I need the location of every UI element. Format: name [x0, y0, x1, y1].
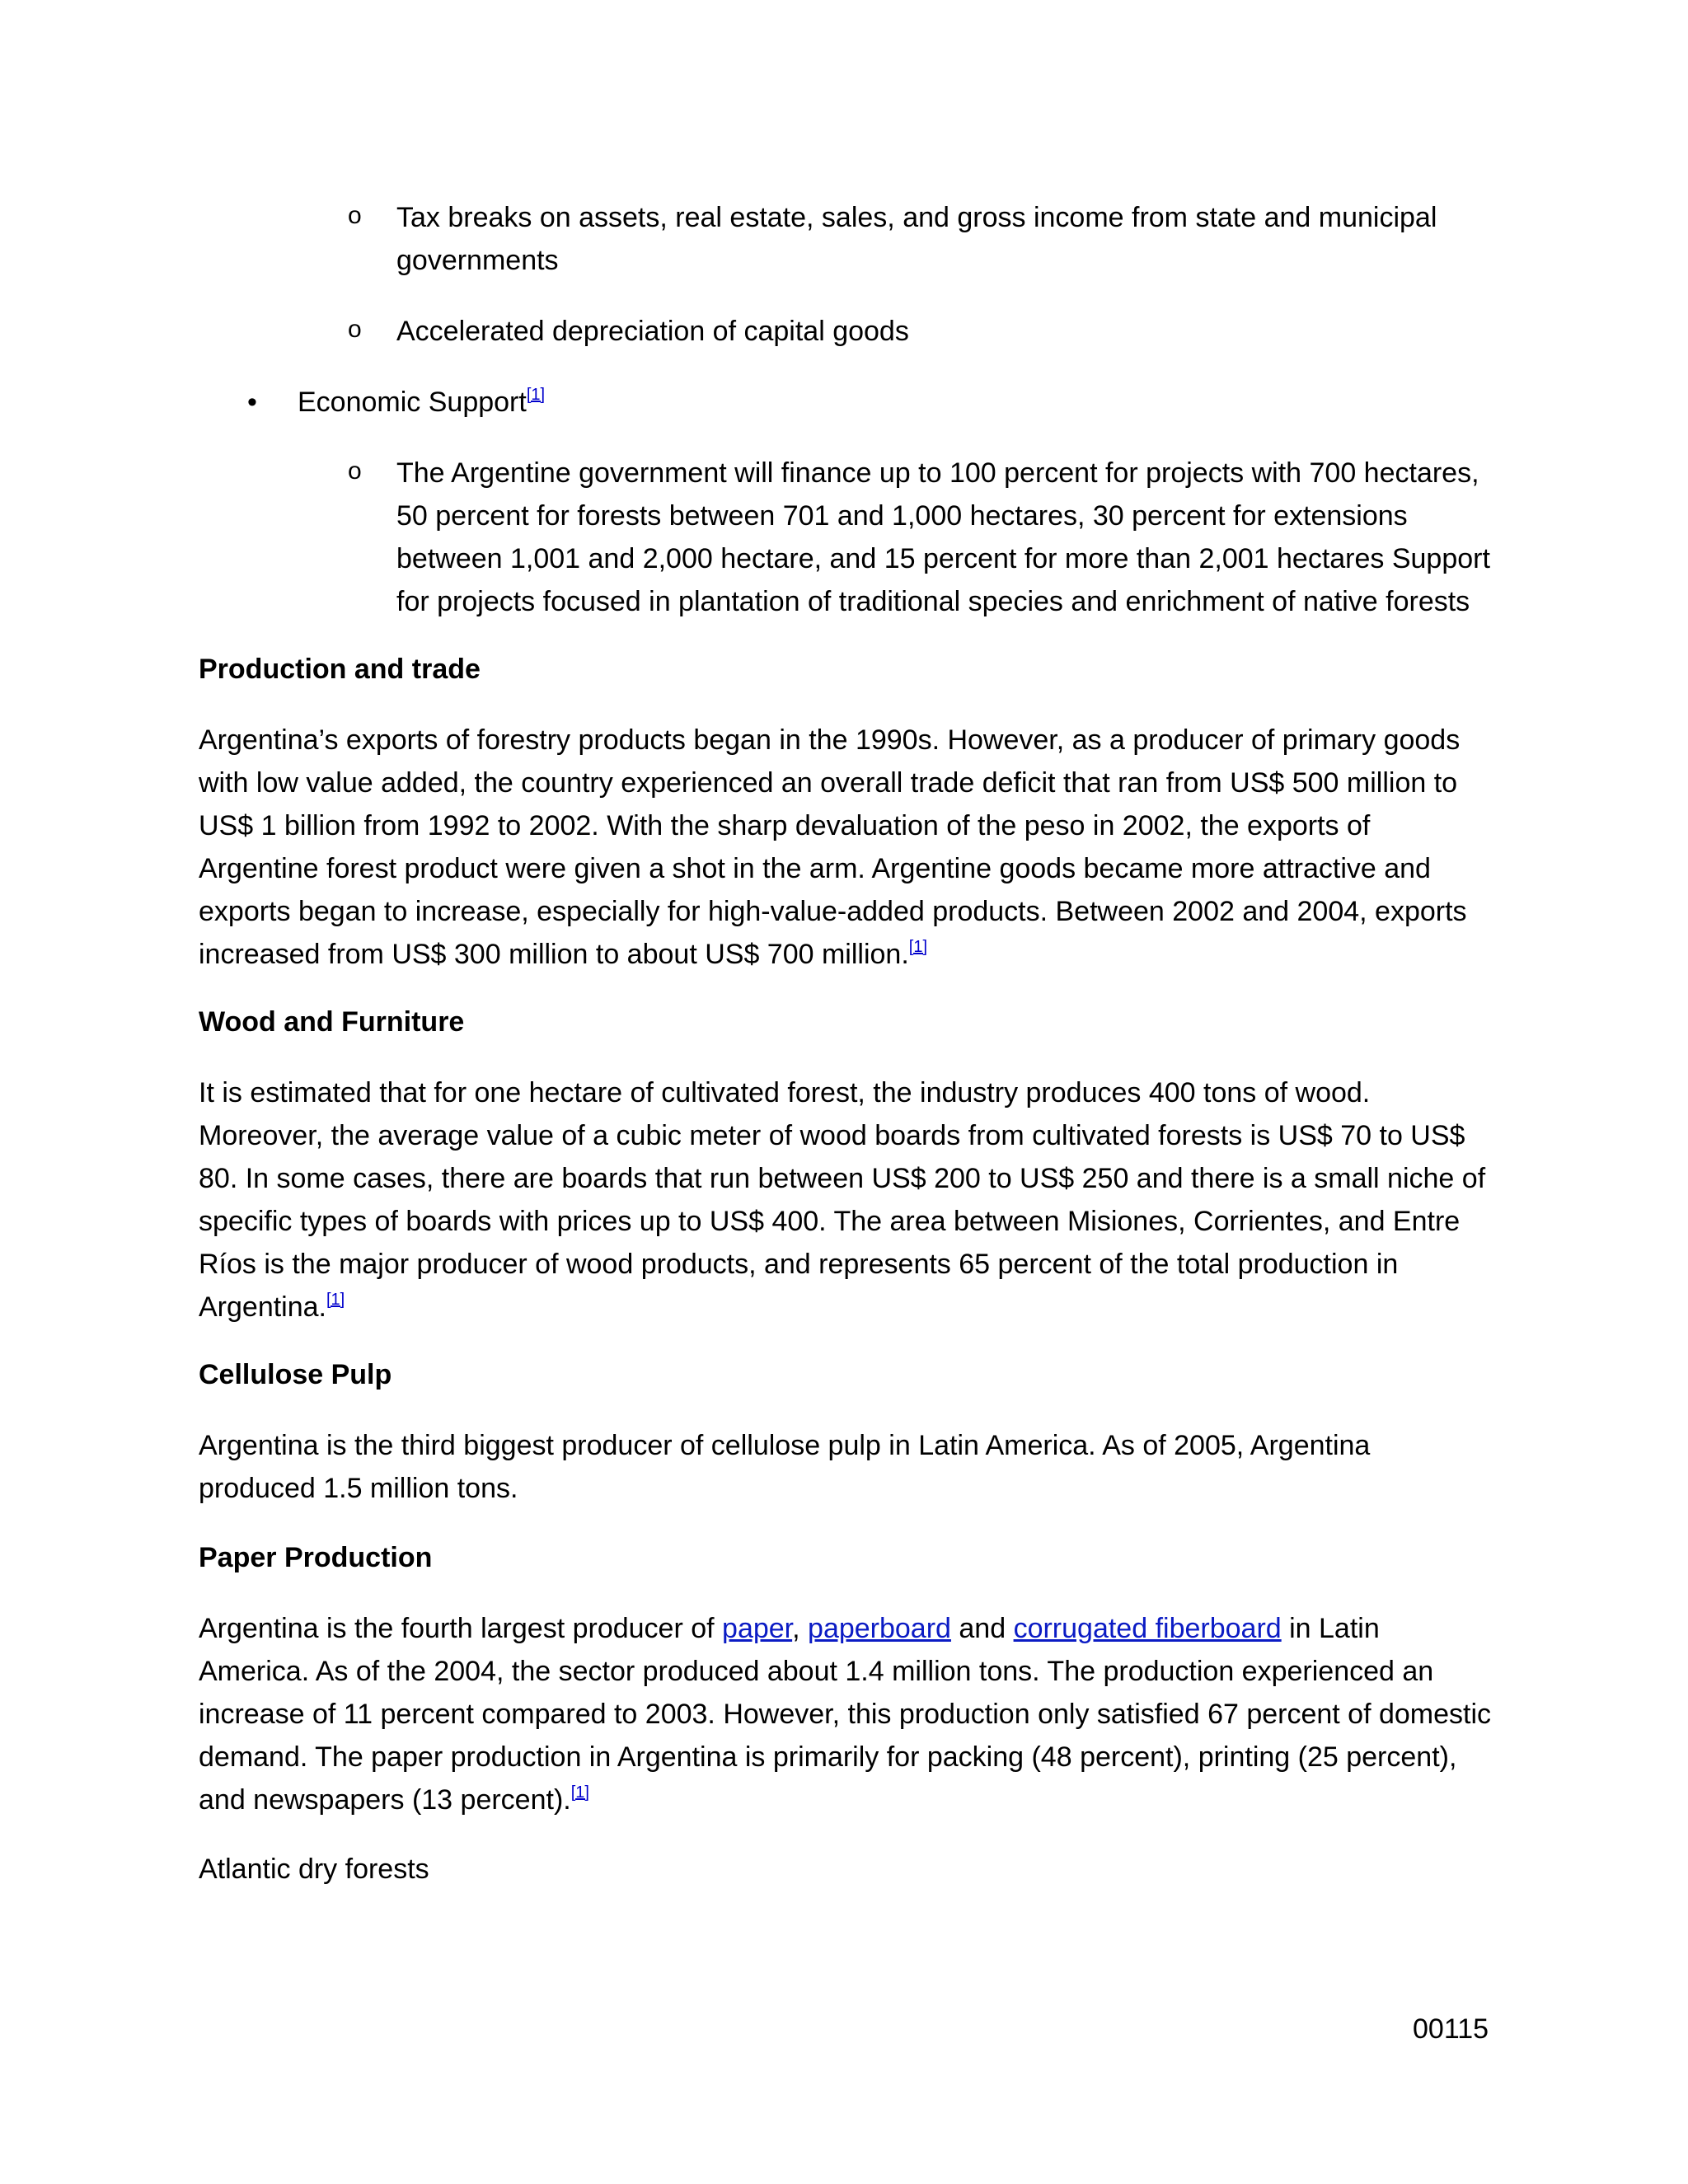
- wood-furniture-text: It is estimated that for one hectare of cultivated forest, the industry produces 400 tons of wood. Moreover, the average value of a cubic meter of wood boards from cultivated forests is US$ 70 to US$ 80. In some cases, there are boards that run between US$ 200 to US$ 250 and there is a small niche of specific types of boards with prices up to US$ 400. The area between Misiones, Corrientes, and Entre Ríos is the major producer of wood products, and represents 65 percent of the total production in Argentina.: [199, 1077, 1486, 1323]
- bullet-accelerated-depreciation: Accelerated depreciation of capital goods: [396, 316, 909, 347]
- heading-paper-production: Paper Production: [199, 1542, 433, 1573]
- bullet-economic-support: [298, 381, 1493, 424]
- link-paper[interactable]: paper: [722, 1613, 793, 1644]
- economic-support-label: Economic Support: [298, 387, 527, 418]
- footnote-ref-link[interactable]: [1]: [326, 1291, 345, 1309]
- paper-and: and: [950, 1613, 1014, 1644]
- footnote-ref-link[interactable]: [1]: [526, 386, 546, 404]
- heading-wood-furniture: Wood and Furniture: [199, 1006, 465, 1038]
- production-trade-text: Argentina’s exports of forestry products began in the 1990s. However, as a producer of primary goods with low value added, the country experienced an overall trade deficit that ran from US$ 500 million to US$ 1 billion from 1992 to 2002. With the sharp devaluation of the peso in 2002, the exports of Argentine forest product were given a shot in the arm. Argentine goods became more attractive and exports began to increase, especially for high-value-added products. Between 2002 and 2004, exports increased from US$ 300 million to about US$ 700 million.: [199, 724, 1467, 970]
- paper-comma: ,: [792, 1613, 809, 1644]
- bullet-tax-breaks: Tax breaks on assets, real estate, sales, and gross income from state and municipal governments: [396, 202, 1437, 276]
- footnote-ref-link[interactable]: [1]: [570, 1783, 589, 1802]
- main-bullet-marker: •: [247, 387, 257, 418]
- paper-text-rest: in Latin America. As of the 2004, the sector produced about 1.4 million tons. The production experienced an increase of 11 percent compared to 2003. However, this production only satisfied 67 percent of domestic demand. The paper production in Argentina is primarily for packing (48 percent), printing (25 percent), and newspapers (13 percent).: [199, 1613, 1492, 1816]
- atlantic-dry-forests-text: Atlantic dry forests: [199, 1854, 429, 1885]
- sub-bullet-marker: o: [348, 457, 362, 485]
- sub-bullet-marker: o: [348, 202, 362, 229]
- paper-text-start: Argentina is the fourth largest producer of: [199, 1613, 723, 1644]
- paragraph-paper-production: [199, 1607, 1493, 1821]
- heading-cellulose-pulp: Cellulose Pulp: [199, 1359, 392, 1390]
- paragraph-production-trade: [199, 719, 1493, 976]
- sub-bullet-marker: o: [348, 316, 362, 343]
- heading-production-trade: Production and trade: [199, 654, 481, 685]
- footnote-ref-link[interactable]: [1]: [908, 938, 928, 956]
- page-number: 00115: [1413, 2013, 1489, 2045]
- link-corrugated-fiberboard[interactable]: corrugated fiberboard: [1013, 1613, 1282, 1644]
- paragraph-wood-furniture: [199, 1071, 1493, 1329]
- bullet-finance-text: The Argentine government will finance up to 100 percent for projects with 700 hectares, 50 percent for forests between 701 and 1,000 hectares, 30 percent for extensions between 1,001 and 2,000 hectare, and 15 percent for more than 2,001 hectares Support for projects focused in plantation of traditional species and enrichment of native forests: [396, 457, 1490, 617]
- paragraph-cellulose-pulp: Argentina is the third biggest producer of cellulose pulp in Latin America. As of 2005, Argentina produced 1.5 million tons.: [199, 1430, 1371, 1504]
- link-paperboard[interactable]: paperboard: [808, 1613, 951, 1644]
